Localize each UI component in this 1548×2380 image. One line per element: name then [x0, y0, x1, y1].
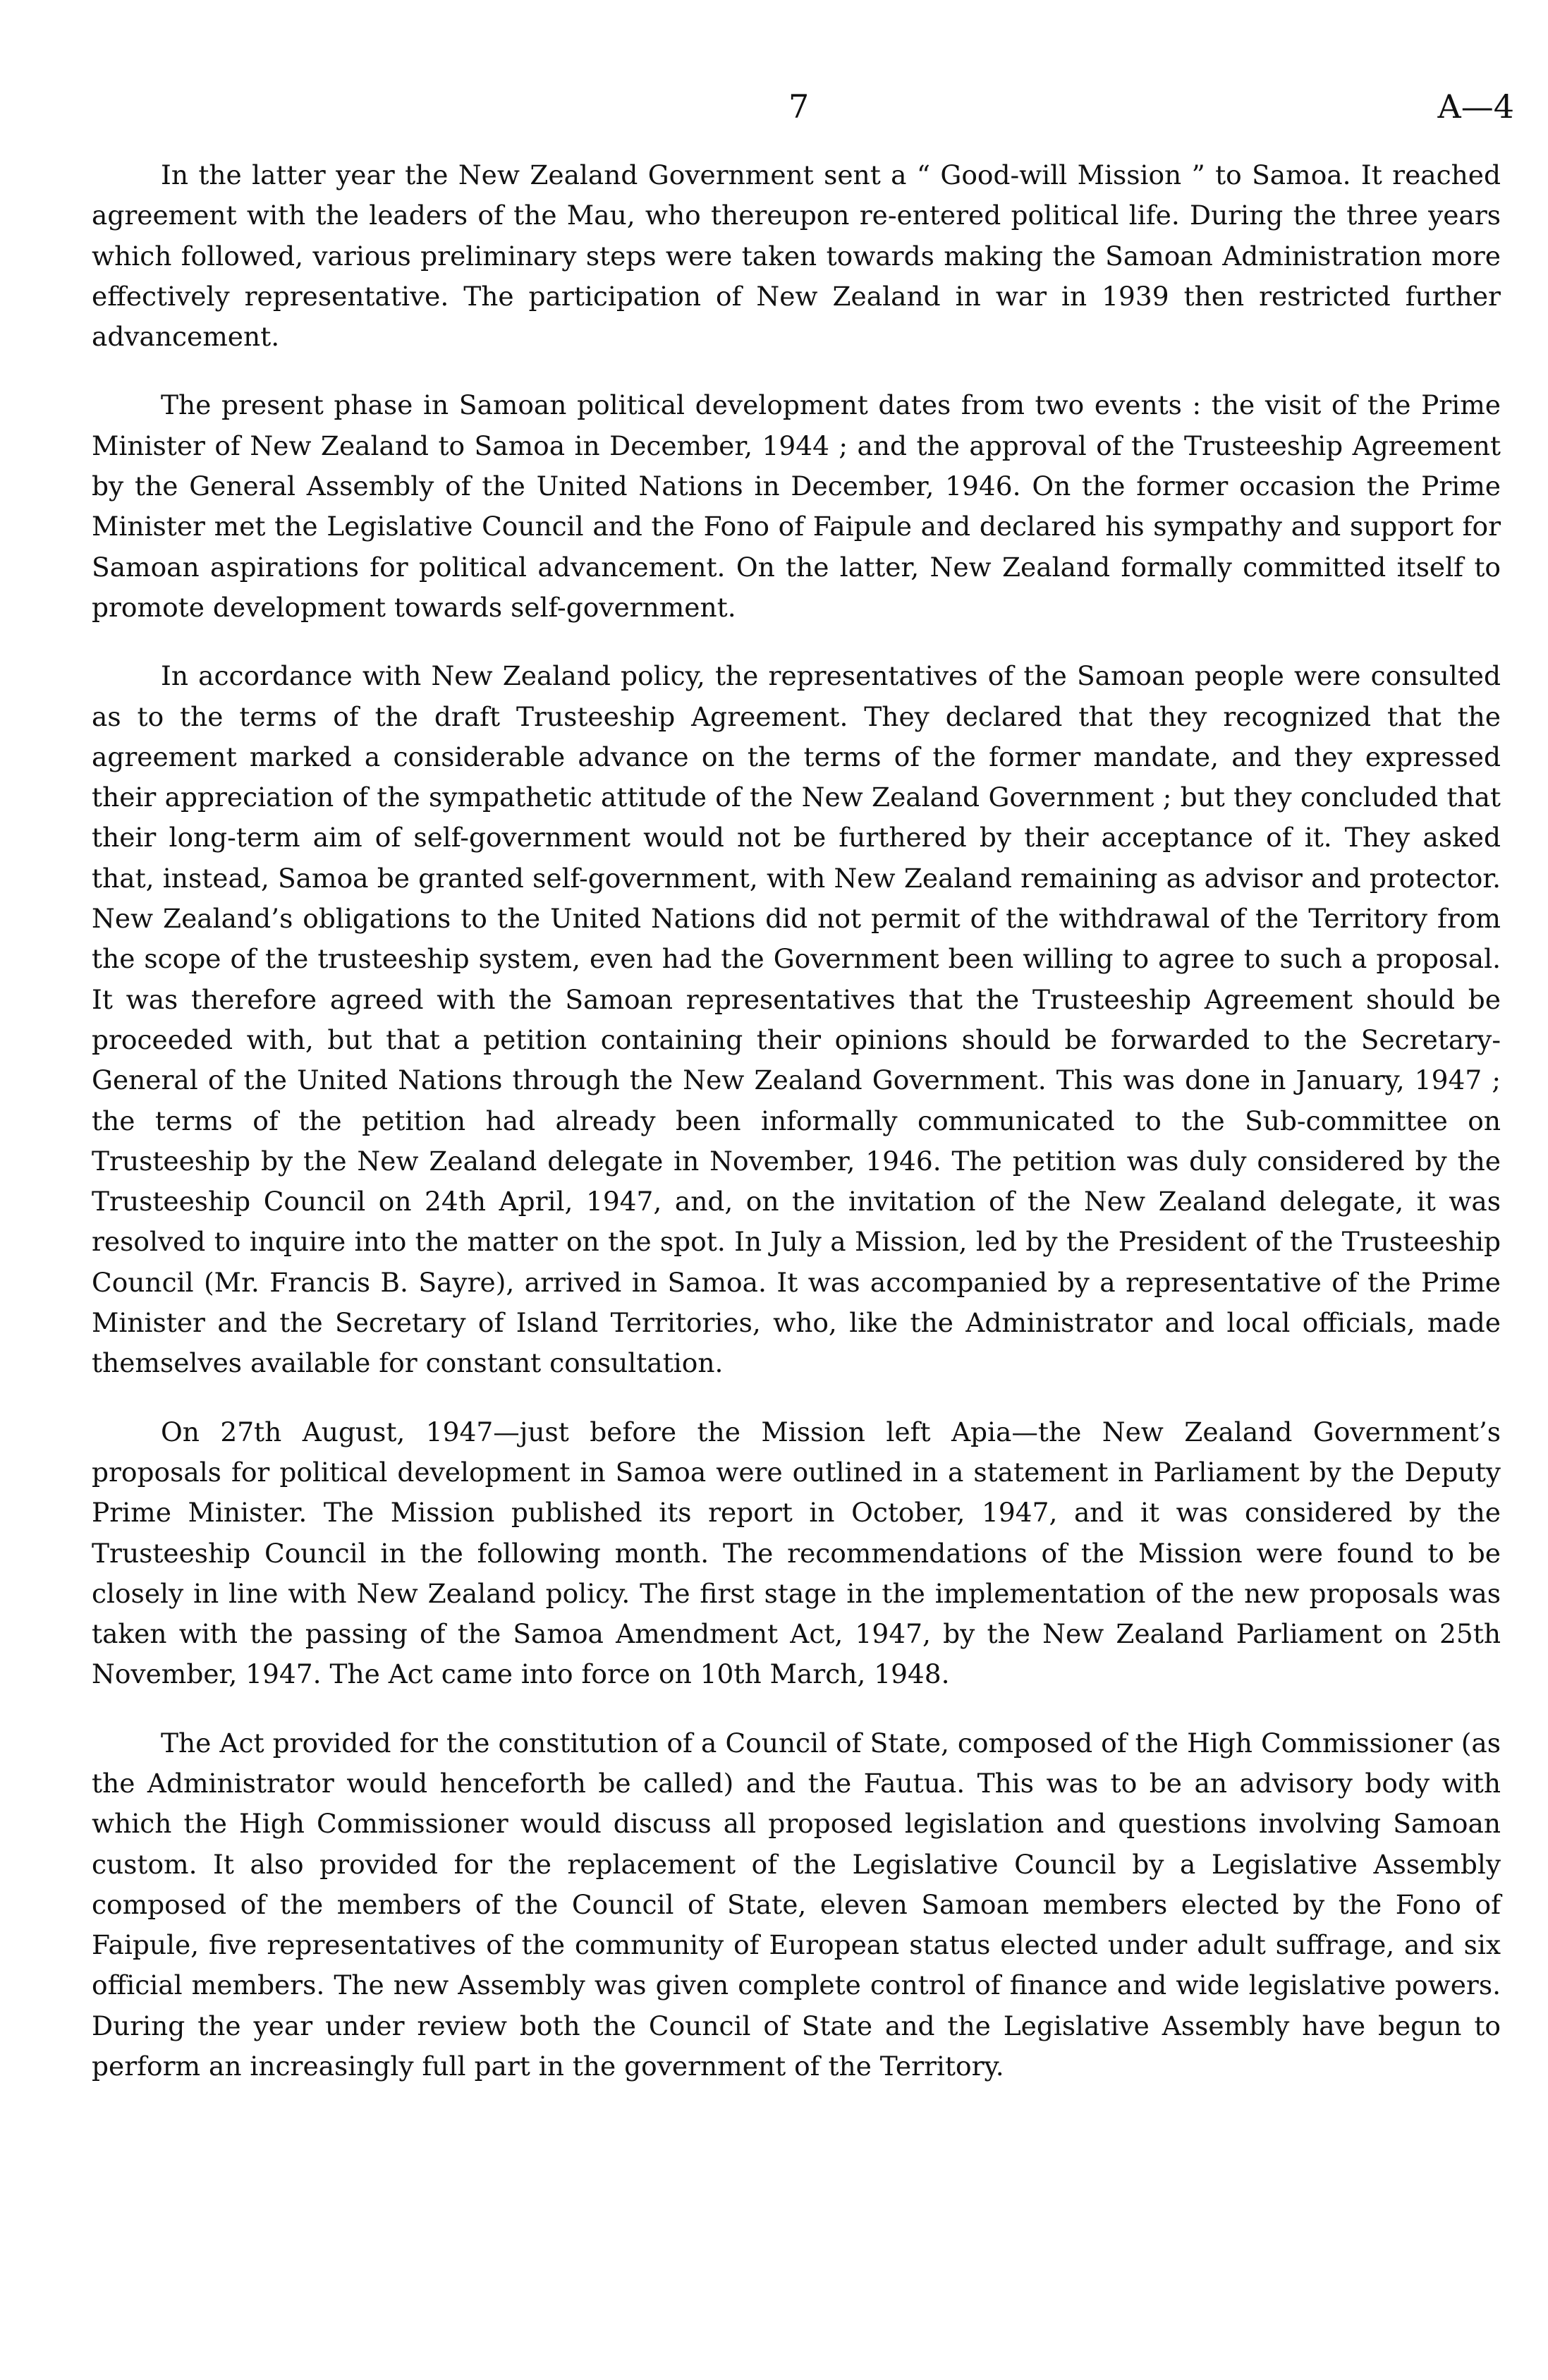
paragraph-good-will-mission: In the latter year the New Zealand Government sent a “ Good-will Mission ” to Samoa. It reached agreement with the leaders of the Mau, who thereupon re-entered political life. During the three years which followed, various preliminary steps were taken towards making the Samoan Administration more effectively representative. The participation of New Zealand in war in 1939 then restricted further advancement.	[92, 159, 1501, 353]
paragraph-trusteeship-consultation: In accordance with New Zealand policy, the representatives of the Samoan people were consulted as to the terms of the draft Trusteeship Agreement. They declared that they recognized that the agreement marked a considerable advance on the terms of the former mandate, and they expressed their appreciation of the sympathetic attitude of the New Zealand Government ; but they concluded that their long-term aim of self-government would not be furthered by their acceptance of it. They asked that, instead, Samoa be granted self-government, with New Zealand remaining as advisor and protector. New Zealand’s obligations to the United Nations did not permit of the withdrawal of the Territory from the scope of the trusteeship system, even had the Government been willing to agree to such a proposal. It was therefore agreed with the Samoan representatives that the Trusteeship Agreement should be proceeded with, but that a petition containing their opinions should be forwarded to the Secretary-General of the United Nations through the New Zealand Government. This was done in January, 1947 ; the terms of the petition had already been informally communicated to the Sub-committee on Trusteeship by the New Zealand delegate in November, 1946. The petition was duly considered by the Trusteeship Council on 24th April, 1947, and, on the invitation of the New Zealand delegate, it was resolved to inquire into the matter on the spot. In July a Mission, led by the President of the Trusteeship Council (Mr. Francis B. Sayre), arrived in Samoa. It was accompanied by a representative of the Prime Minister and the Secretary of Island Territories, who, like the Administrator and local officials, made themselves available for constant consultation.	[92, 660, 1501, 1379]
paragraph-present-phase: The present phase in Samoan political development dates from two events : the visit of the Prime Minister of New Zealand to Samoa in December, 1944 ; and the approval of the Trusteeship Agreement by the General Assembly of the United Nations in December, 1946. On the former occasion the Prime Minister met the Legislative Council and the Fono of Faipule and declared his sympathy and support for Samoan aspirations for political advancement. On the latter, New Zealand formally committed itself to promote development towards self-government.	[92, 389, 1501, 623]
paragraph-samoa-amendment-act: The Act provided for the constitution of a Council of State, composed of the High Commissioner (as the Administrator would henceforth be called) and the Fautua. This was to be an advisory body with which the High Commissioner would discuss all proposed legislation and questions involving Samoan custom. It also provided for the replacement of the Legislative Council by a Legislative Assembly composed of the members of the Council of State, eleven Samoan members elected by the Fono of Faipule, five representatives of the community of European status elected under adult suffrage, and six official members. The new Assembly was given complete control of finance and wide legislative powers. During the year under review both the Council of State and the Legislative Assembly have begun to perform an increasingly full part in the government of the Territory.	[92, 1727, 1501, 2082]
document-reference: A—4	[1437, 87, 1514, 126]
document-body	[92, 155, 1501, 2115]
page-number: 7	[788, 87, 810, 126]
page-header	[0, 87, 1548, 147]
paragraph-government-proposals: On 27th August, 1947—just before the Mission left Apia—the New Zealand Government’s proposals for political development in Samoa were outlined in a statement in Parliament by the Deputy Prime Minister. The Mission published its report in October, 1947, and it was considered by the Trusteeship Council in the following month. The recommendations of the Mission were found to be closely in line with New Zealand policy. The first stage in the implementation of the new proposals was taken with the passing of the Samoa Amendment Act, 1947, by the New Zealand Parliament on 25th November, 1947. The Act came into force on 10th March, 1948.	[92, 1416, 1501, 1690]
